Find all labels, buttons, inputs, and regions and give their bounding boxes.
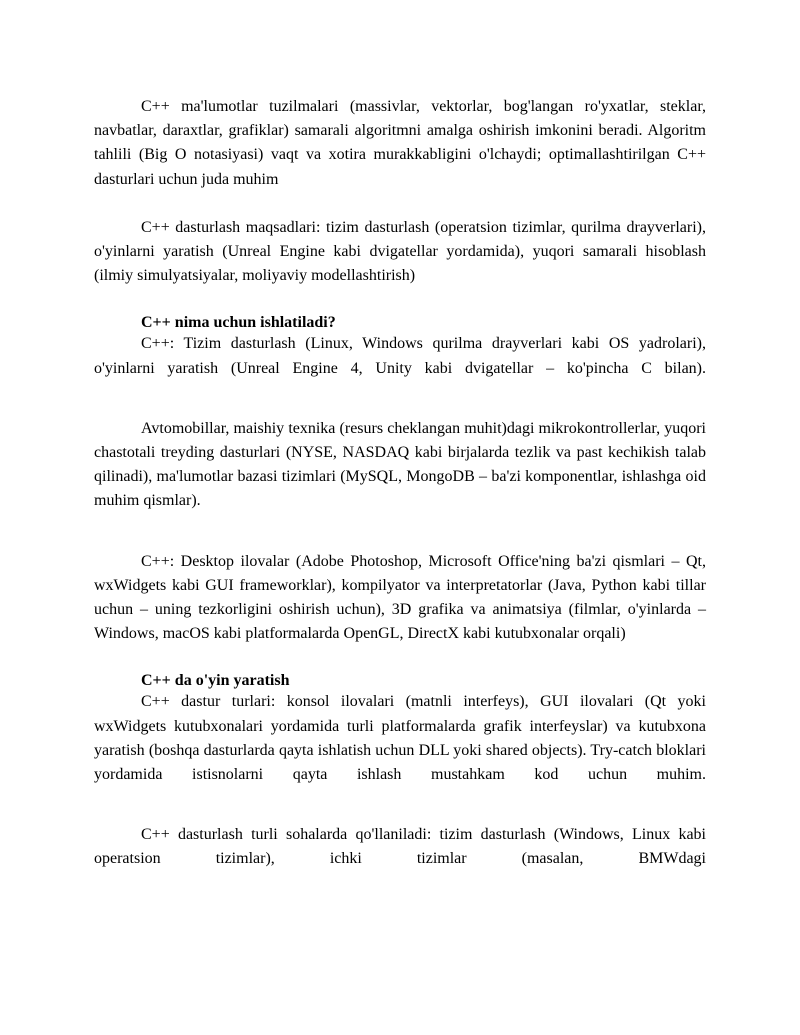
heading-why-cpp: C++ nima uchun ishlatiladi? [141,314,336,332]
paragraph-desktop-apps: C++: Desktop ilovalar (Adobe Photoshop, Microsoft Office'ning ba'zi qismlari – Qt, wxWidgets kabi GUI frameworklar), kompilyator va interpretatorlar (Java, Python kabi tillar uchun – uning tezkorligini oshirish uchun), 3D grafika va animatsiya (filmlar, o'yinlarda – Windows, macOS kabi platformalarda OpenGL, DirectX kabi kutubxonalar orqali) [94,552,706,643]
paragraph-system-programming: C++: Tizim dasturlash (Linux, Windows qurilma drayverlari kabi OS yadrolari), o'yinlarni yaratish (Unreal Engine 4, Unity kabi dvigatellar – ko'pincha C bilan). [94,335,706,377]
paragraph-embedded-systems: Avtomobillar, maishiy texnika (resurs cheklangan muhit)dagi mikrokontrollerlar, yuqori chastotali treyding dasturlari (NYSE, NASDAQ kabi birjalarda tezlik va past kechikish talab qilinadi), ma'lumotlar bazasi tizimlari (MySQL, MongoDB – ba'zi komponentlar, ishlashga oid muhim qismlar). [94,419,706,510]
heading-game-dev: C++ da o'yin yaratish [141,672,290,690]
paragraph-spacer [94,646,706,670]
paragraph-application-areas: C++ dasturlash turli sohalarda qo'llaniladi: tizim dasturlash (Windows, Linux kabi operatsion tizimlar), ichki tizimlar (masalan, BMWdagi [94,826,706,868]
paragraph-programming-goals: C++ dasturlash maqsadlari: tizim dasturlash (operatsion tizimlar, qurilma drayverlari), o'yinlarni yaratish (Unreal Engine kabi dvigatellar yordamida), yuqori samarali hisoblash (ilmiy simulyatsiyalar, moliyaviy modellashtirish) [94,218,706,285]
paragraph-data-structures: C++ ma'lumotlar tuzilmalari (massivlar, vektorlar, bog'langan ro'yxatlar, steklar, navbatlar, daraxtlar, grafiklar) samarali algoritmni amalga oshirish imkonini beradi. Algoritm tahlili (Big O notasiyasi) vaqt va xotira murakkabligini o'lchaydi; optimallashtirilgan C++ dasturlari uchun juda muhim [94,98,706,188]
paragraph-spacer [94,514,706,550]
document-body [94,95,706,872]
paragraph-spacer [94,381,706,417]
paragraph-spacer [94,288,706,312]
paragraph-program-types: C++ dastur turlari: konsol ilovalari (matnli interfeys), GUI ilovalari (Qt yoki wxWidgets kutubxonalari yordamida turli platformalarda grafik interfeyslar) va kutubxona yaratish (boshqa dasturlarda qayta ishlatish uchun DLL yoki shared objects). Try-catch bloklari yordamida istisnolarni qayta ishlash mustahkam kod uchun muhim. [94,693,706,784]
paragraph-spacer [94,192,706,216]
paragraph-spacer [94,787,706,823]
